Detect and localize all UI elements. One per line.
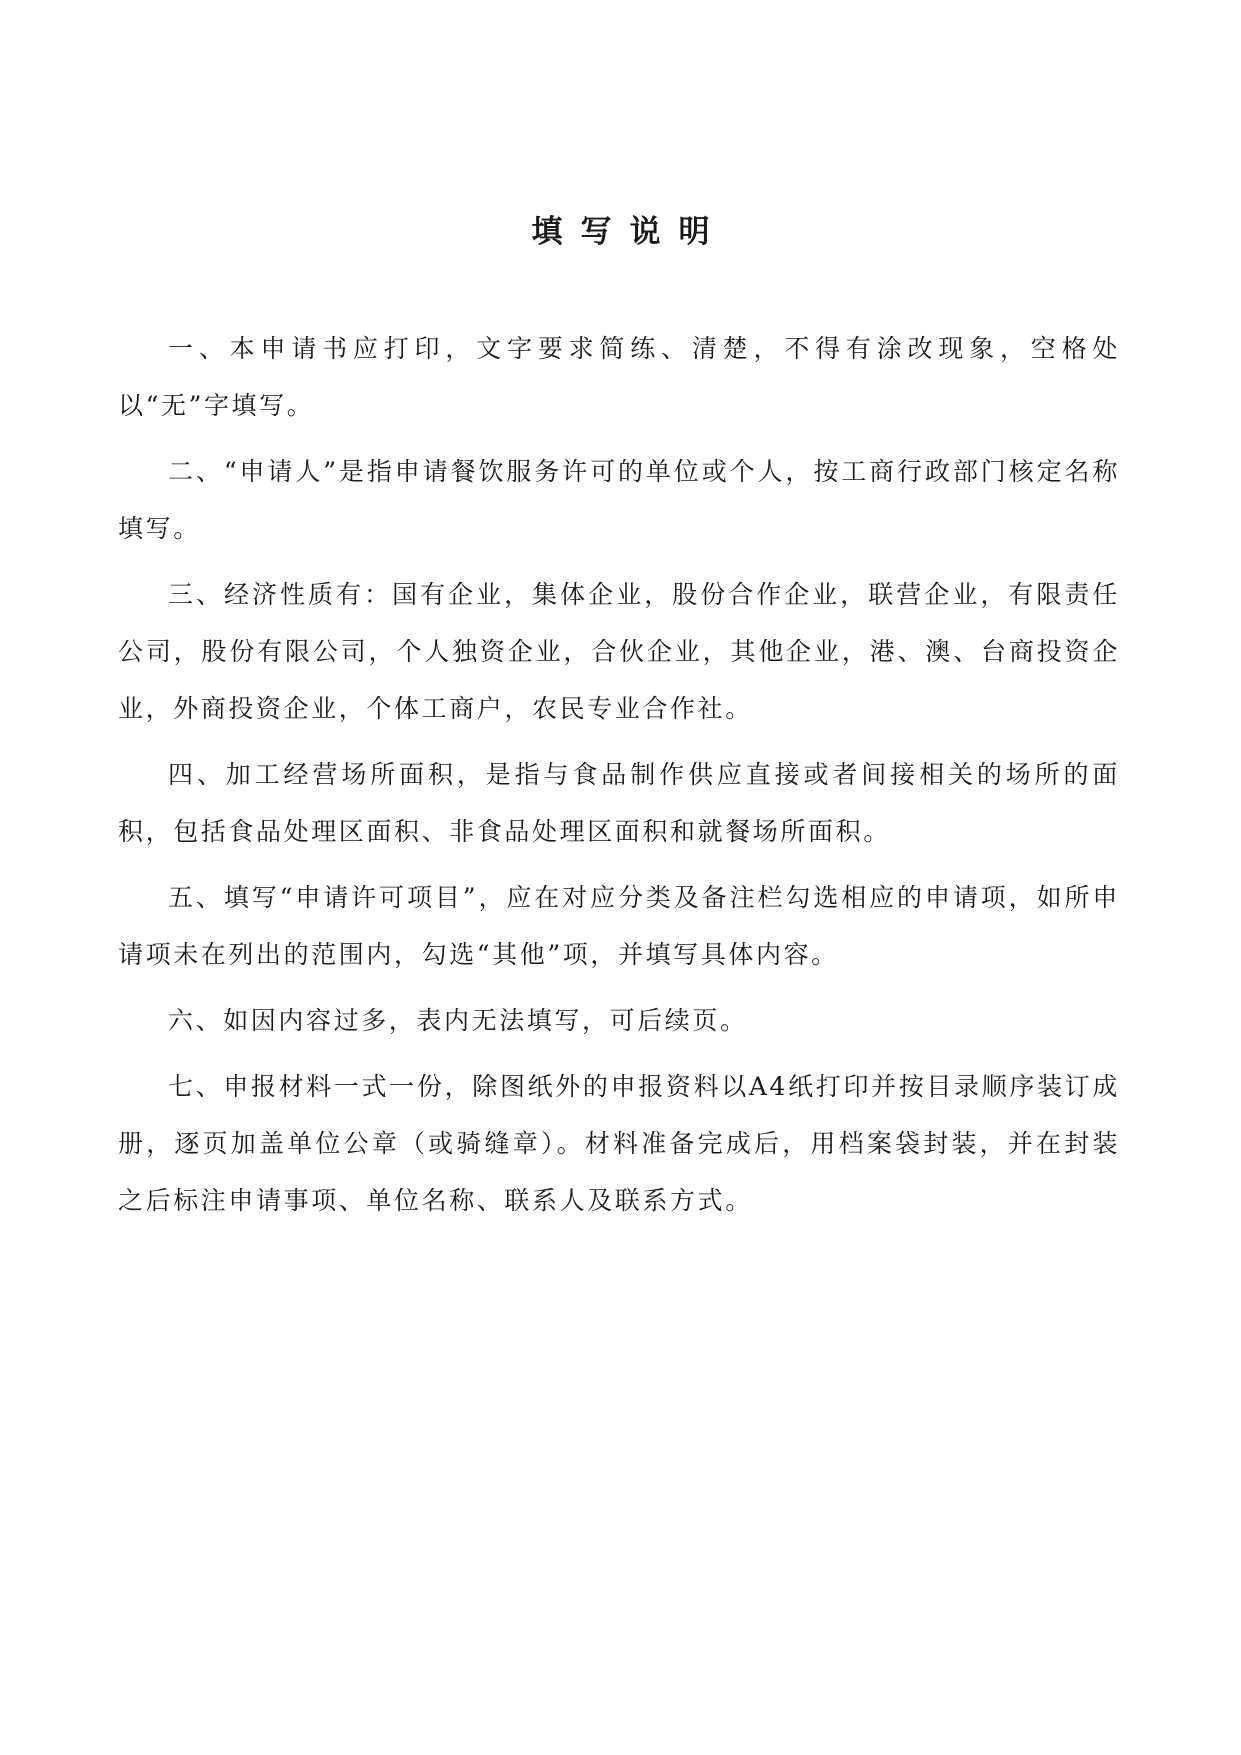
instruction-paragraph-2: 二、“申请人”是指申请餐饮服务许可的单位或个人，按工商行政部门核定名称填写。	[118, 457, 1120, 543]
instruction-paragraph-4: 四、加工经营场所面积，是指与食品制作供应直接或者间接相关的场所的面积，包括食品处理区面积、非食品处理区面积和就餐场所面积。	[118, 760, 1120, 846]
instruction-paragraph-7: 七、申报材料一式一份，除图纸外的申报资料以A4纸打印并按目录顺序装订成册，逐页加盖单位公章（或骑缝章）。材料准备完成后，用档案袋封装，并在封装之后标注申请事项、单位名称、联系人及联系方式。	[118, 1072, 1120, 1215]
instruction-paragraph-3: 三、经济性质有：国有企业，集体企业，股份合作企业，联营企业，有限责任公司，股份有限公司，个人独资企业，合伙企业，其他企业，港、澳、台商投资企业，外商投资企业，个体工商户，农民专业合作社。	[118, 580, 1120, 723]
instruction-paragraph-5: 五、填写“申请许可项目”，应在对应分类及备注栏勾选相应的申请项，如所申请项未在列出的范围内，勾选“其他”项，并填写具体内容。	[118, 883, 1120, 969]
instruction-paragraph-6: 六、如因内容过多，表内无法填写，可后续页。	[168, 1006, 748, 1035]
document-title: 填写说明	[531, 214, 728, 250]
instructions-body	[118, 320, 1120, 1238]
instruction-paragraph-1: 一、本申请书应打印，文字要求简练、清楚，不得有涂改现象，空格处以“无”字填写。	[118, 334, 1120, 420]
